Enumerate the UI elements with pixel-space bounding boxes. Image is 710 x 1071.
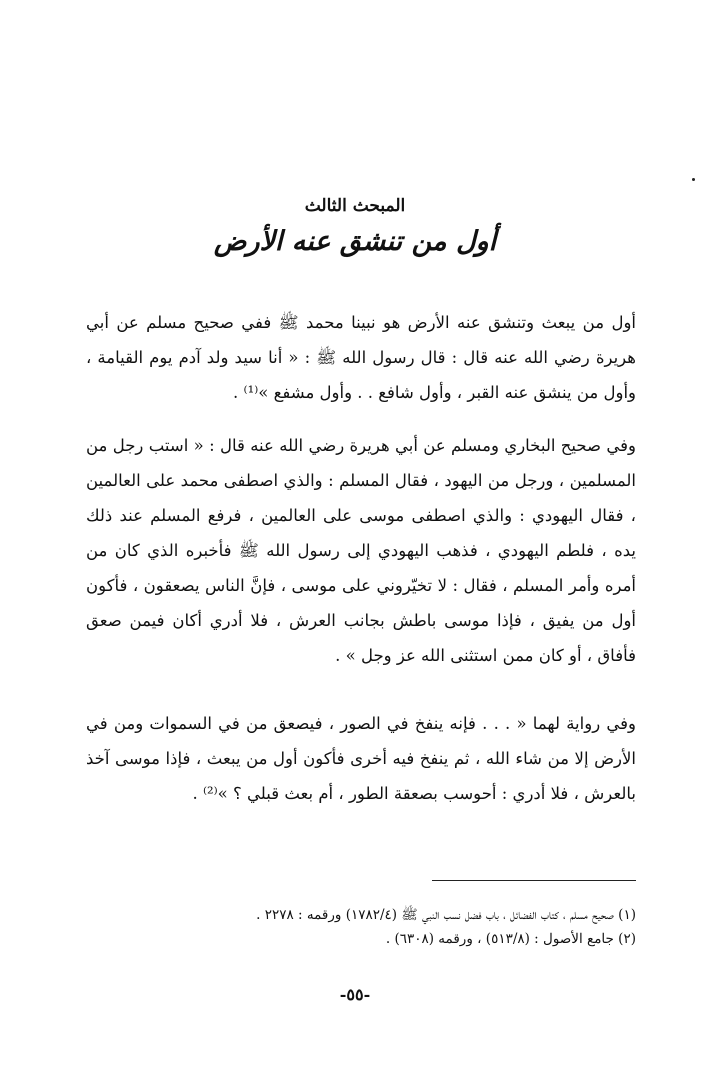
- footnote-2: (٢) جامع الأصول : (٥١٣/٨) ، ورقمه (٦٣٠٨) .: [385, 931, 636, 947]
- paragraph-2: وفي صحيح البخاري ومسلم عن أبي هريرة رضي الله عنه قال : « استب رجل من المسلمين ، ورجل من اليهود ، فقال المسلم : والذي اصطفى محمد على العالمين ، فقال اليهودي : والذي اصطفى موسى على العالمين ، فرفع المسلم عند ذلك يده ، فلطم اليهودي ، فذهب اليهودي إلى رسول الله ﷺ فأخبره الذي كان من أمره وأمر المسلم ، فقال : لا تخيّروني على موسى ، فإنَّ الناس يصعقون ، فأكون أول من يفيق ، فإذا موسى باطش بجانب العرش ، فلا أدري أكان فيمن صعق فأفاق ، أو كان ممن استثنى الله عز وجل » .: [86, 436, 636, 665]
- chapter-heading: المبحث الثالث: [304, 196, 406, 216]
- footnotes: [86, 903, 636, 951]
- chapter-title: أول من تنشق عنه الأرض: [213, 226, 497, 257]
- page-number: -٥٥-: [339, 985, 371, 1004]
- footnote-divider: [432, 880, 636, 881]
- footnote-1: (١) صحيح مسلم ، كتاب الفضائل ، باب فضل نسب النبي ﷺ (١٧٨٢/٤) ورقمه : ٢٢٧٨ .: [256, 907, 636, 923]
- paragraph-1: أول من يبعث وتنشق عنه الأرض هو نبينا محمد ﷺ ففي صحيح مسلم عن أبي هريرة رضي الله عنه قال : قال رسول الله ﷺ : « أنا سيد ولد آدم يوم القيامة ، وأول من ينشق عنه القبر ، وأول شافع . . وأول مشفع »⁽¹⁾ .: [86, 313, 636, 402]
- paragraph-3: وفي رواية لهما « . . . فإنه ينفخ في الصور ، فيصعق من في السموات ومن في الأرض إلا من شاء الله ، ثم ينفخ فيه أخرى فأكون أول من يبعث ، فإذا موسى آخذ بالعرش ، فلا أدري : أحوسب بصعقة الطور ، أم بعث قبلي ؟ »⁽²⁾ .: [86, 714, 636, 803]
- margin-dot: [692, 178, 695, 181]
